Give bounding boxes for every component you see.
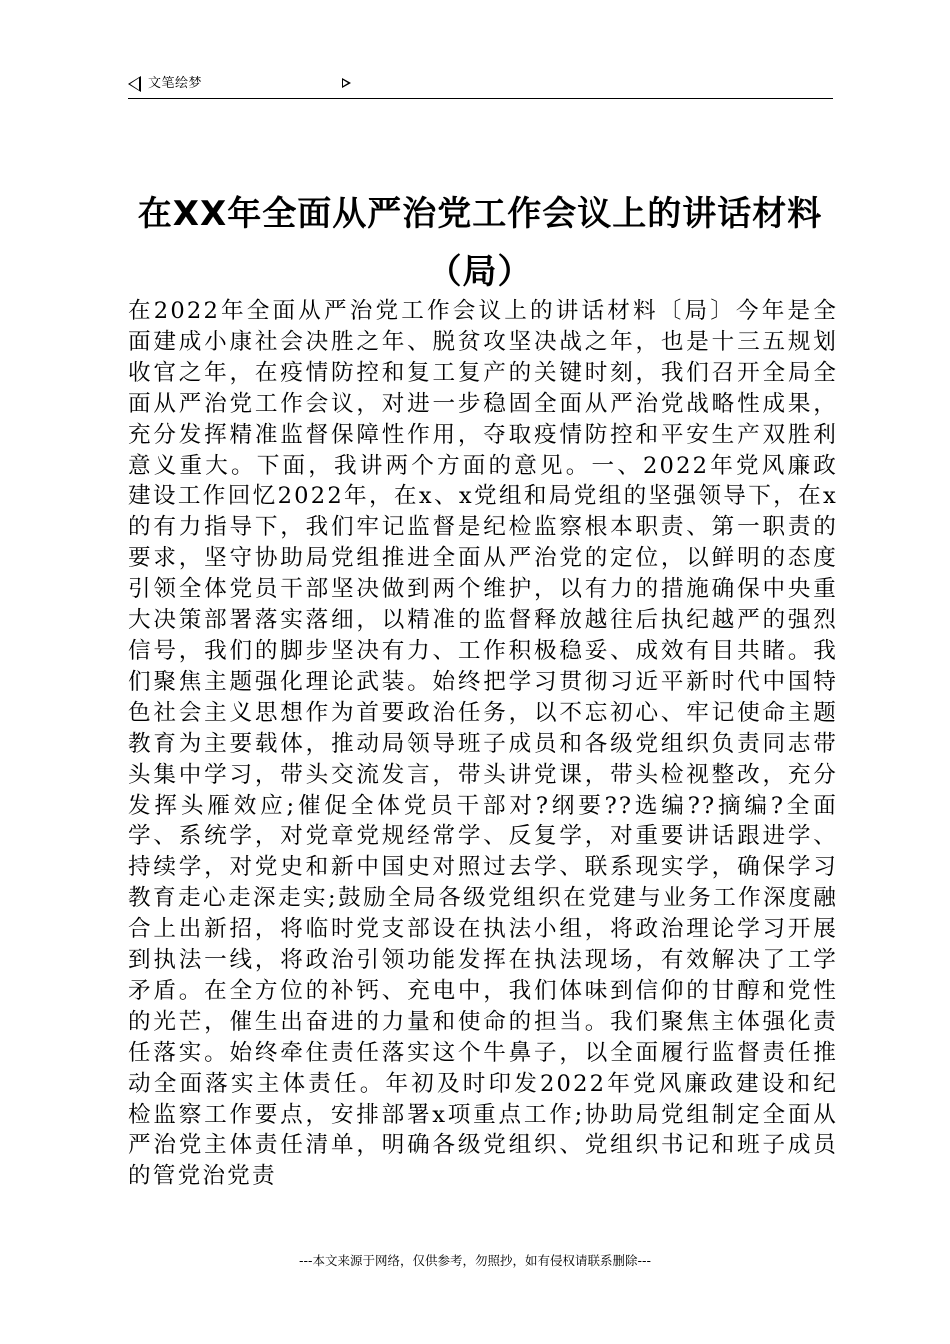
right-triangle-icon [342, 78, 351, 88]
document-body: 在2022年全面从严治党工作会议上的讲话材料〔局〕今年是全面建成小康社会决胜之年、脱贫攻坚决战之年，也是十三五规划收官之年，在疫情防控和复工复产的关键时刻，我们召开全局全面从严治党工作会议，对进一步稳固全面从严治党战略性成果，充分发挥精准监督保障性作用，夺取疫情防控和平安生产双胜利意义重大。下面，我讲两个方面的意见。一、2022年党风廉政建设工作回忆2022年，在x、x党组和局党组的坚强领导下，在x的有力指导下，我们牢记监督是纪检监察根本职责、第一职责的要求，坚守协助局党组推进全面从严治党的定位，以鲜明的态度引领全体党员干部坚决做到两个维护，以有力的措施确保中央重大决策部署落实落细，以精准的监督释放越往后执纪越严的强烈信号，我们的脚步坚决有力、工作积极稳妥、成效有目共睹。我们聚焦主题强化理论武装。始终把学习贯彻习近平新时代中国特色社会主义思想作为首要政治任务，以不忘初心、牢记使命主题教育为主要载体，推动局领导班子成员和各级党组织负责同志带头集中学习，带头交流发言，带头讲党课，带头检视整改，充分发挥头雁效应;催促全体党员干部对?纲要??选编??摘编?全面学、系统学，对党章党规经常学、反复学，对重要讲话跟进学、持续学，对党史和新中国史对照过去学、联系现实学，确保学习教育走心走深走实;鼓励全局各级党组织在党建与业务工作深度融合上出新招，将临时党支部设在执法小组，将政治理论学习开展到执法一线，将政治引领功能发挥在执法现场，有效解决了工学矛盾。在全方位的补钙、充电中，我们体味到信仰的甘醇和党性的光芒，催生出奋进的力量和使命的担当。我们聚焦主体强化责任落实。始终牵住责任落实这个牛鼻子，以全面履行监督责任推动全面落实主体责任。年初及时印发2022年党风廉政建设和纪检监察工作要点，安排部署x项重点工作;协助局党组制定全面从严治党主体责任清单，明确各级党组织、党组织书记和班子成员的管党治党责 [128, 298, 838, 1190]
page-header [128, 74, 833, 99]
document-title: 在XX年全面从严治党工作会议上的讲话材料（局） [137, 194, 823, 292]
left-triangle-icon [128, 76, 141, 92]
page-footer: ---本文来源于网络，仅供参考，勿照抄，如有侵权请联系删除--- [298, 1253, 652, 1268]
header-brand: 文笔绘梦 [148, 76, 203, 91]
